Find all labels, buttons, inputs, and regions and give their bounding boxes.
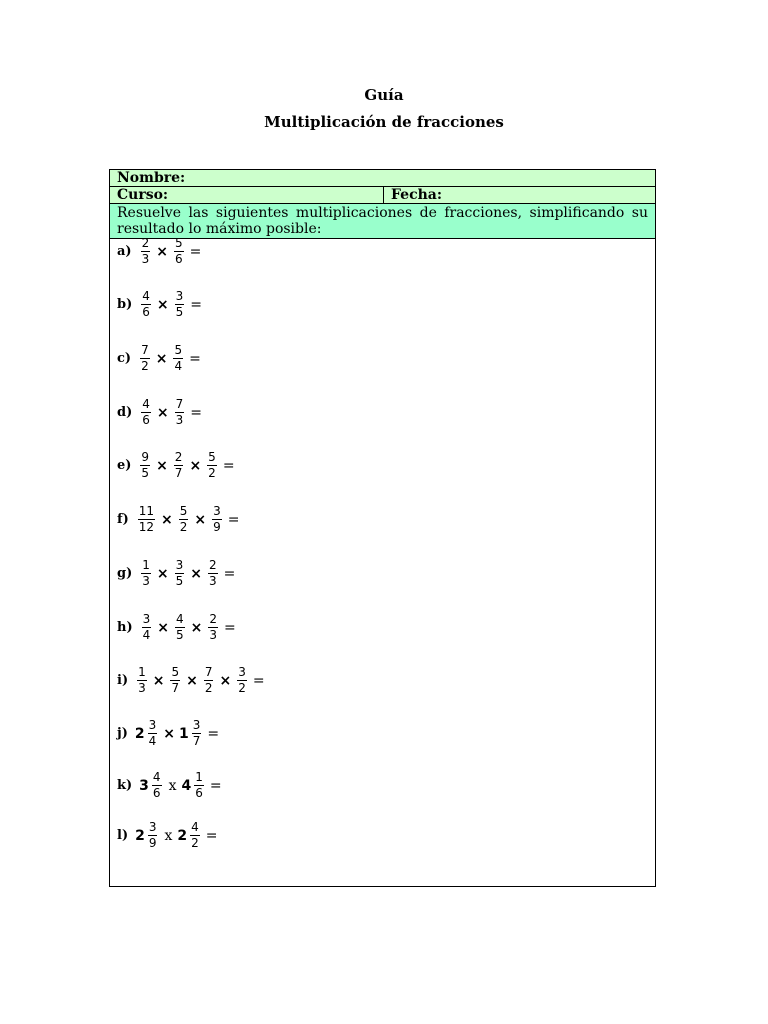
equals-sign: = (190, 404, 202, 421)
numerator: 1 (142, 558, 150, 572)
multiply-sign: × (186, 672, 198, 689)
denominator: 6 (142, 413, 150, 427)
denominator: 7 (174, 466, 183, 480)
date-label: Fecha: (391, 187, 443, 203)
fraction (207, 451, 217, 480)
fraction (148, 719, 158, 748)
multiply-sign: × (190, 619, 203, 636)
fraction (212, 505, 222, 534)
fraction (175, 613, 185, 642)
numerator: 3 (213, 504, 221, 518)
numerator: 11 (138, 504, 155, 518)
fraction (137, 666, 147, 695)
denominator: 3 (142, 574, 150, 588)
exercise-item (117, 237, 201, 266)
exercise-label: g) (117, 566, 133, 581)
denominator: 6 (195, 786, 203, 800)
fraction (141, 237, 151, 266)
equals-sign: = (190, 296, 202, 313)
page-title: Guía (364, 86, 404, 104)
date-field[interactable] (384, 187, 442, 203)
fraction (175, 398, 185, 427)
fraction (142, 613, 152, 642)
fraction (237, 666, 247, 695)
exercise-label: a) (117, 244, 132, 259)
fraction (190, 821, 200, 850)
exercise-item (117, 613, 236, 642)
multiply-sign: × (219, 672, 232, 689)
exercise-label: b) (117, 297, 133, 312)
exercise-item (117, 666, 265, 695)
fraction (174, 237, 184, 266)
multiply-sign: × (156, 296, 169, 313)
denominator: 7 (192, 734, 201, 748)
numerator: 5 (174, 236, 183, 250)
denominator: 9 (148, 836, 157, 850)
numerator: 5 (179, 504, 188, 518)
fraction (175, 559, 185, 588)
numerator: 3 (148, 718, 157, 732)
exercise-label: j) (117, 726, 128, 741)
numerator: 3 (148, 820, 157, 834)
whole-number: 4 (181, 777, 192, 794)
numerator: 4 (142, 289, 150, 303)
multiply-sign: × (156, 457, 168, 474)
equals-sign: = (189, 243, 202, 260)
denominator: 5 (175, 305, 184, 319)
multiply-sign: × (156, 565, 169, 582)
exercise-item (117, 398, 202, 427)
numerator: 3 (238, 665, 246, 679)
numerator: 1 (195, 770, 203, 784)
denominator: 6 (174, 252, 183, 266)
denominator: 5 (175, 628, 184, 642)
multiply-sign: × (189, 457, 202, 474)
course-label: Curso: (117, 187, 169, 203)
exercise-item (117, 719, 219, 748)
equals-sign: = (222, 457, 235, 474)
equals-sign: = (205, 827, 218, 844)
denominator: 2 (204, 681, 213, 695)
equals-sign: = (224, 619, 236, 636)
fraction (204, 666, 214, 695)
exercise-label: h) (117, 620, 133, 635)
fraction (148, 821, 158, 850)
numerator: 3 (192, 718, 201, 732)
exercise-label: l) (117, 828, 129, 843)
equals-sign: = (209, 777, 222, 794)
denominator: 3 (209, 574, 217, 588)
multiply-sign: × (156, 404, 169, 421)
numerator: 4 (175, 612, 184, 626)
fraction (174, 451, 184, 480)
numerator: 4 (142, 397, 150, 411)
equals-sign: = (252, 672, 265, 689)
equals-sign: = (227, 511, 240, 528)
multiply-sign: × (152, 672, 165, 689)
numerator: 4 (191, 820, 199, 834)
numerator: 5 (174, 343, 183, 357)
exercise-label: d) (117, 405, 133, 420)
exercise-label: i) (117, 673, 129, 688)
denominator: 2 (208, 466, 216, 480)
multiply-sign: x (164, 827, 173, 844)
name-field[interactable] (110, 170, 655, 187)
denominator: 12 (138, 520, 155, 534)
fraction (175, 290, 185, 319)
exercise-label: k) (117, 778, 133, 793)
fraction (179, 505, 189, 534)
whole-number: 1 (178, 725, 189, 742)
fraction (192, 719, 202, 748)
multiply-sign: × (163, 725, 175, 742)
fraction (140, 344, 150, 373)
fraction (141, 398, 151, 427)
fraction (194, 771, 204, 800)
fraction (152, 771, 162, 800)
numerator: 3 (142, 612, 151, 626)
whole-number: 3 (139, 777, 149, 794)
exercise-label: e) (117, 458, 132, 473)
multiply-sign: x (168, 777, 177, 794)
denominator: 3 (138, 681, 146, 695)
denominator: 2 (179, 520, 188, 534)
denominator: 2 (238, 681, 246, 695)
page-subtitle: Multiplicación de fracciones (264, 113, 504, 131)
exercise-item (117, 821, 218, 850)
whole-number: 2 (134, 725, 145, 742)
equals-sign: = (223, 565, 236, 582)
denominator: 6 (142, 305, 150, 319)
numerator: 7 (141, 343, 149, 357)
denominator: 4 (174, 359, 183, 373)
name-label: Nombre: (117, 170, 186, 186)
exercise-item (117, 451, 235, 480)
course-date-row (110, 187, 655, 204)
course-field[interactable] (110, 187, 384, 203)
fraction (141, 559, 151, 588)
numerator: 9 (141, 450, 150, 464)
denominator: 7 (171, 681, 180, 695)
numerator: 3 (175, 289, 184, 303)
exercise-label: f) (117, 512, 129, 527)
denominator: 9 (213, 520, 221, 534)
fraction (140, 451, 150, 480)
fraction (208, 613, 218, 642)
equals-sign: = (189, 350, 201, 367)
denominator: 2 (191, 836, 199, 850)
numerator: 7 (204, 665, 213, 679)
denominator: 4 (148, 734, 157, 748)
numerator: 2 (209, 612, 217, 626)
denominator: 5 (141, 466, 150, 480)
denominator: 3 (141, 252, 150, 266)
fraction (170, 666, 180, 695)
instructions: Resuelve las siguientes multiplicaciones de fracciones, simplificando su resultado lo máximo posible: (110, 204, 655, 239)
exercise-label: c) (117, 351, 132, 366)
fraction (173, 344, 183, 373)
whole-number: 2 (135, 827, 145, 844)
numerator: 2 (141, 236, 150, 250)
numerator: 5 (171, 665, 180, 679)
whole-number: 2 (177, 827, 188, 844)
exercise-item (117, 290, 202, 319)
denominator: 5 (175, 574, 184, 588)
denominator: 2 (141, 359, 149, 373)
exercise-item (117, 505, 240, 534)
exercise-item (117, 771, 222, 800)
denominator: 4 (142, 628, 151, 642)
equals-sign: = (207, 725, 220, 742)
multiply-sign: × (155, 350, 168, 367)
fraction (208, 559, 218, 588)
denominator: 3 (209, 628, 217, 642)
numerator: 5 (208, 450, 216, 464)
denominator: 3 (175, 413, 184, 427)
exercise-item (117, 344, 201, 373)
numerator: 2 (174, 450, 183, 464)
numerator: 1 (138, 665, 146, 679)
denominator: 6 (152, 786, 161, 800)
numerator: 3 (175, 558, 184, 572)
multiply-sign: × (194, 511, 207, 528)
numerator: 7 (175, 397, 184, 411)
worksheet-table (109, 169, 656, 887)
multiply-sign: × (157, 619, 169, 636)
multiply-sign: × (156, 243, 168, 260)
numerator: 2 (209, 558, 217, 572)
exercise-item (117, 559, 235, 588)
fraction (138, 505, 155, 534)
numerator: 4 (152, 770, 161, 784)
multiply-sign: × (161, 511, 173, 528)
multiply-sign: × (190, 565, 202, 582)
fraction (141, 290, 151, 319)
